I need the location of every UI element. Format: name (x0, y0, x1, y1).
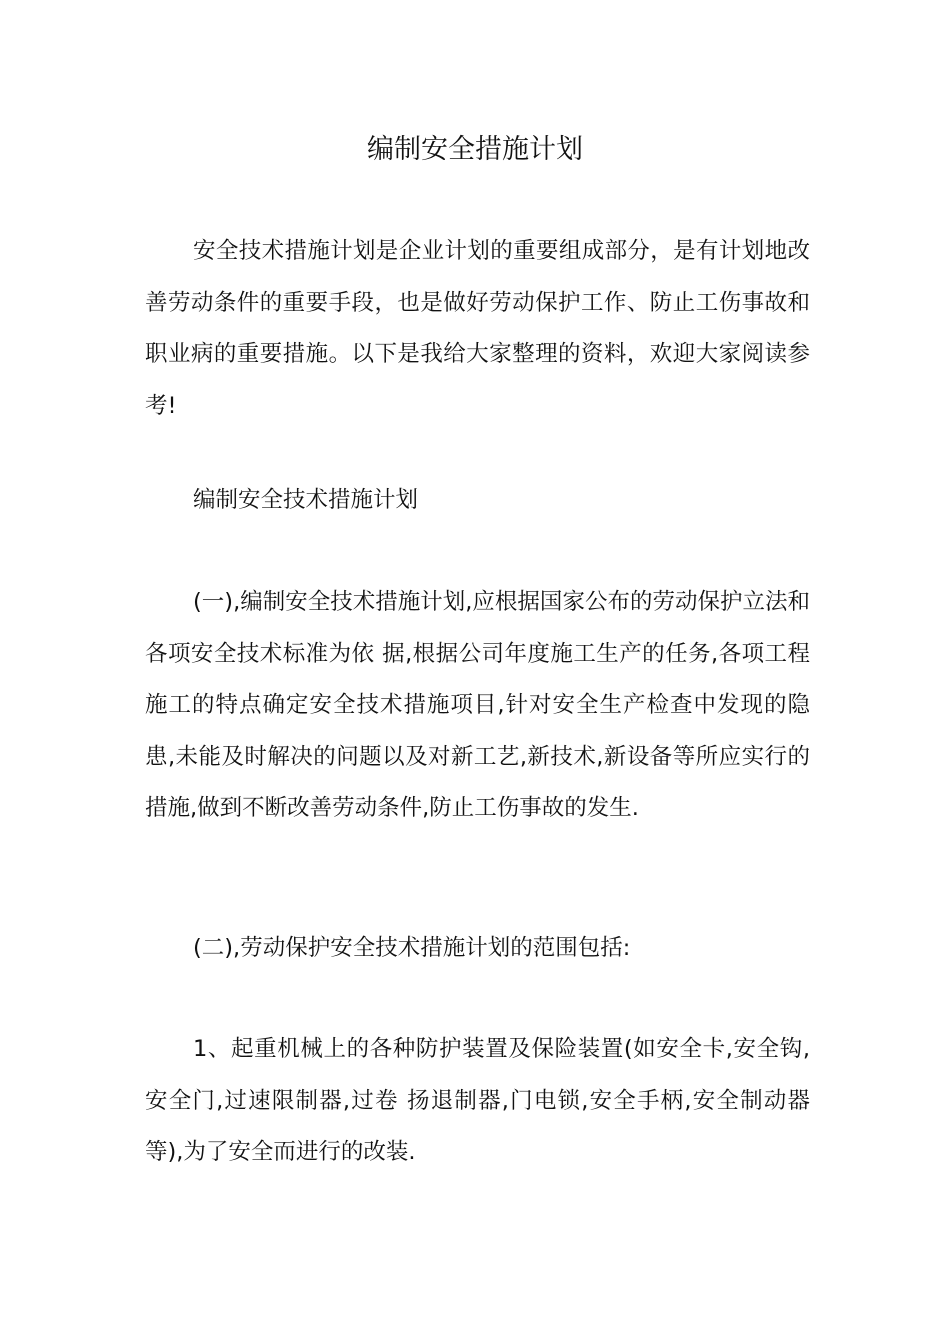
intro-paragraph: 安全技术措施计划是企业计划的重要组成部分，是有计划地改善劳动条件的重要手段，也是做好劳动保护工作、防止工伤事故和职业病的重要措施。以下是我给大家整理的资料，欢迎大家阅读参考! (145, 238, 810, 419)
list-item-1-paragraph: 1、起重机械上的各种防护装置及保险装置(如安全卡,安全钩,安全门,过速限制器,过卷 扬退制器,门电锁,安全手柄,安全制动器等),为了安全而进行的改装. (145, 1036, 810, 1165)
section-heading: 编制安全技术措施计划 (193, 487, 419, 513)
document-title: 编制安全措施计划 (367, 134, 583, 165)
section-two-paragraph: (二),劳动保护安全技术措施计划的范围包括: (193, 935, 631, 961)
section-one-paragraph: (一),编制安全技术措施计划,应根据国家公布的劳动保护立法和各项安全技术标准为依 据,根据公司年度施工生产的任务,各项工程施工的特点确定安全技术措施项目,针对安全生产检查中发现的隐患,未能及时解决的问题以及对新工艺,新技术,新设备等所应实行的 措施,做到不断改善劳动条件,防止工伤事故的发生. (145, 589, 810, 821)
